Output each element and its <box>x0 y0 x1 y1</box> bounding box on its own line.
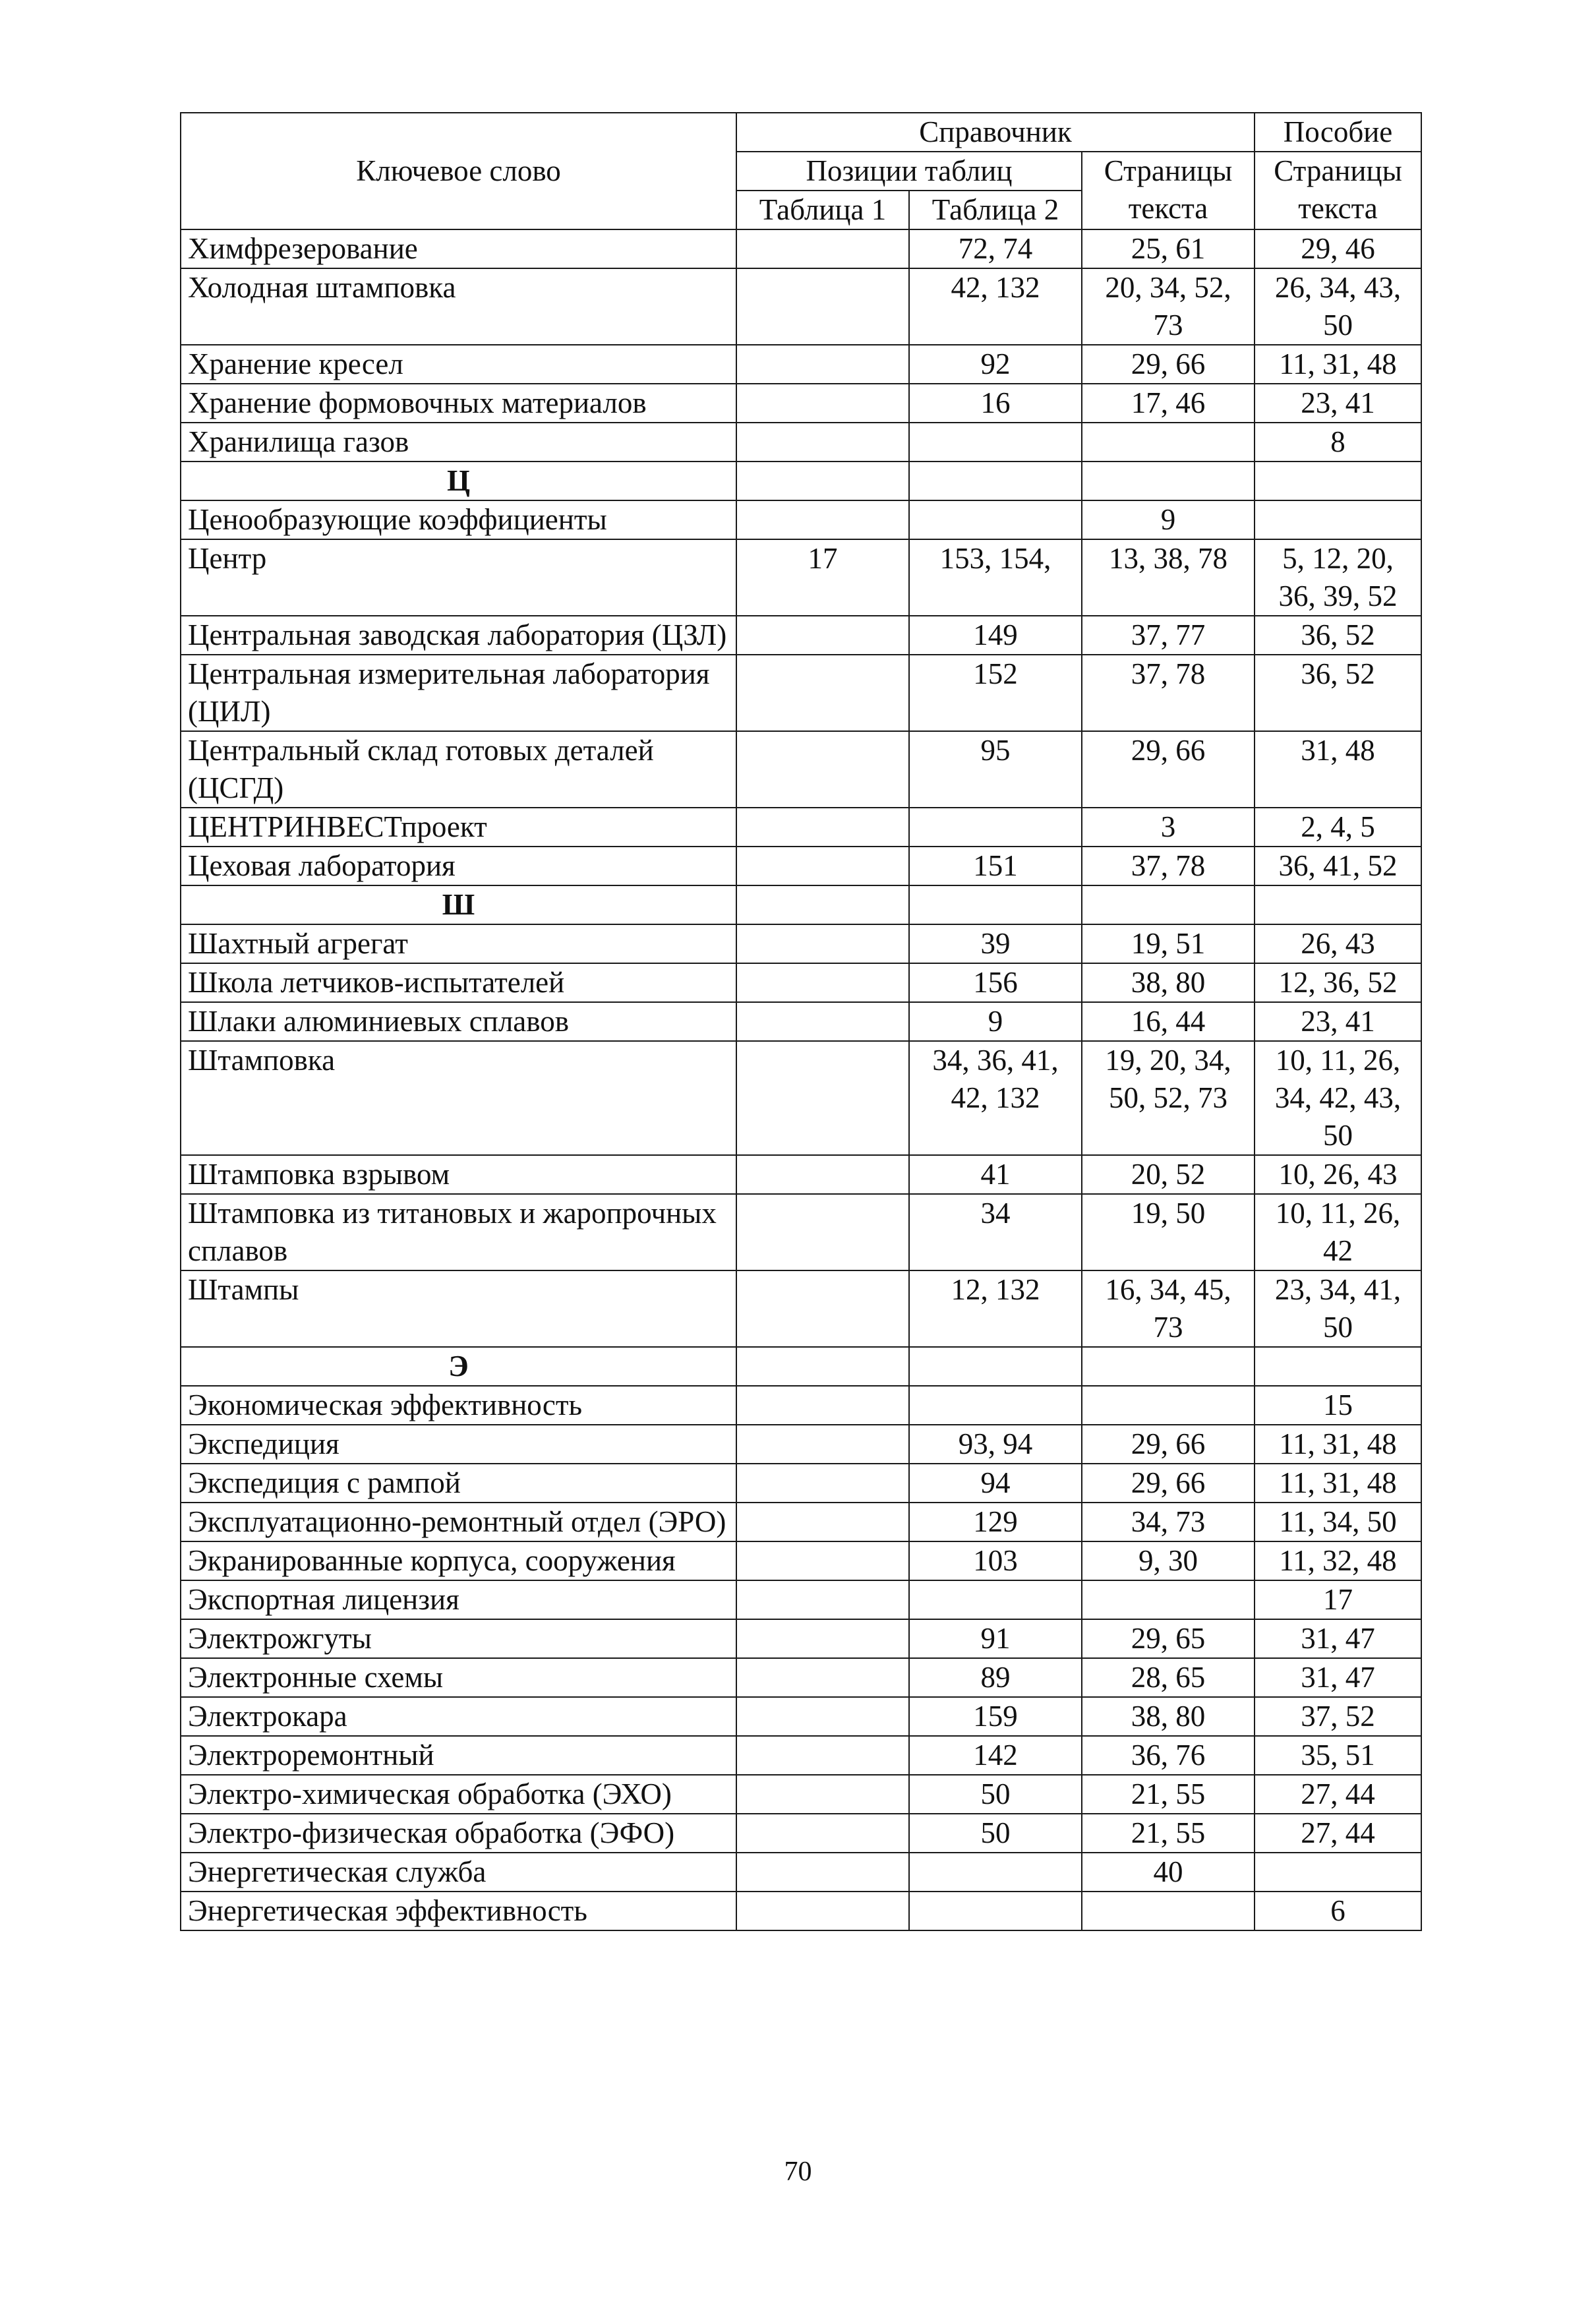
table2-cell: 129 <box>909 1503 1082 1541</box>
manual-pages-cell: 11, 31, 48 <box>1255 345 1421 384</box>
table-row <box>181 1892 1421 1930</box>
table2-cell: 156 <box>909 963 1082 1002</box>
manual-pages-cell: 23, 41 <box>1255 384 1421 423</box>
table2-cell: 152 <box>909 655 1082 731</box>
keyword-cell: Экономическая эффективность <box>181 1386 736 1425</box>
table1-cell <box>736 1503 909 1541</box>
table1-cell <box>736 423 909 462</box>
table-row <box>181 1619 1421 1658</box>
keyword-cell: Штампы <box>181 1270 736 1347</box>
table-row <box>181 1155 1421 1194</box>
manual-pages-cell: 12, 36, 52 <box>1255 963 1421 1002</box>
manual-pages-cell: 10, 11, 26, 34, 42, 43, 50 <box>1255 1041 1421 1155</box>
manual-pages-cell <box>1255 885 1421 924</box>
keyword-cell: Электро-физическая обработка (ЭФО) <box>181 1814 736 1853</box>
table2-cell: 39 <box>909 924 1082 963</box>
text-pages-cell: 21, 55 <box>1082 1775 1255 1814</box>
table-row <box>181 1270 1421 1347</box>
keyword-index-table <box>180 112 1422 1931</box>
table-row <box>181 1697 1421 1736</box>
keyword-cell: Э <box>181 1347 736 1386</box>
table1-cell <box>736 1541 909 1580</box>
keyword-column-header: Ключевое слово <box>181 113 736 229</box>
table2-cell: 72, 74 <box>909 229 1082 268</box>
text-pages-cell: 40 <box>1082 1853 1255 1892</box>
text-pages-cell <box>1082 885 1255 924</box>
handbook-header: Справочник <box>736 113 1255 152</box>
manual-pages-cell: 31, 48 <box>1255 731 1421 808</box>
keyword-cell: Хранение формовочных материалов <box>181 384 736 423</box>
table-row <box>181 423 1421 462</box>
manual-pages-cell: 6 <box>1255 1892 1421 1930</box>
manual-pages-cell: 31, 47 <box>1255 1658 1421 1697</box>
keyword-cell: Штамповка <box>181 1041 736 1155</box>
table1-cell <box>736 384 909 423</box>
keyword-cell: ЦЕНТРИНВЕСТпроект <box>181 808 736 847</box>
table1-header: Таблица 1 <box>736 191 909 229</box>
table2-cell: 50 <box>909 1775 1082 1814</box>
text-pages-cell: 3 <box>1082 808 1255 847</box>
table-row <box>181 1541 1421 1580</box>
letter-divider-row <box>181 885 1421 924</box>
letter-divider-row <box>181 1347 1421 1386</box>
keyword-cell: Шахтный агрегат <box>181 924 736 963</box>
text-pages-cell <box>1082 1580 1255 1619</box>
table-positions-header: Позиции таблиц <box>736 152 1082 191</box>
table1-cell <box>736 808 909 847</box>
manual-pages-cell: 11, 31, 48 <box>1255 1464 1421 1503</box>
keyword-cell: Ценообразующие коэффициенты <box>181 500 736 539</box>
table-row <box>181 616 1421 655</box>
table-body <box>181 229 1421 1930</box>
table-row <box>181 1658 1421 1697</box>
table2-cell <box>909 1892 1082 1930</box>
keyword-cell: Электрокара <box>181 1697 736 1736</box>
keyword-cell: Ц <box>181 462 736 500</box>
table-row <box>181 847 1421 885</box>
table1-cell <box>736 616 909 655</box>
manual-pages-cell: 23, 41 <box>1255 1002 1421 1041</box>
table1-cell <box>736 1658 909 1697</box>
manual-text-pages-header: Страницы текста <box>1255 152 1421 229</box>
table2-cell: 41 <box>909 1155 1082 1194</box>
table1-cell <box>736 500 909 539</box>
table-row <box>181 1736 1421 1775</box>
table2-cell: 9 <box>909 1002 1082 1041</box>
table-row <box>181 1002 1421 1041</box>
manual-pages-cell: 27, 44 <box>1255 1775 1421 1814</box>
manual-pages-cell: 37, 52 <box>1255 1697 1421 1736</box>
table-row <box>181 229 1421 268</box>
table1-cell <box>736 924 909 963</box>
table2-cell: 159 <box>909 1697 1082 1736</box>
table2-cell: 50 <box>909 1814 1082 1853</box>
table1-cell <box>736 655 909 731</box>
table2-cell: 94 <box>909 1464 1082 1503</box>
keyword-cell: Центральная заводская лаборатория (ЦЗЛ) <box>181 616 736 655</box>
table2-header: Таблица 2 <box>909 191 1082 229</box>
text-pages-cell: 34, 73 <box>1082 1503 1255 1541</box>
table2-cell: 89 <box>909 1658 1082 1697</box>
table1-cell <box>736 1425 909 1464</box>
table1-cell <box>736 1041 909 1155</box>
manual-pages-cell: 15 <box>1255 1386 1421 1425</box>
table-row <box>181 539 1421 616</box>
table1-cell <box>736 885 909 924</box>
manual-pages-cell: 5, 12, 20, 36, 39, 52 <box>1255 539 1421 616</box>
keyword-cell: Хранение кресел <box>181 345 736 384</box>
table1-cell <box>736 1619 909 1658</box>
manual-pages-cell: 31, 47 <box>1255 1619 1421 1658</box>
table-row <box>181 924 1421 963</box>
table-row <box>181 1853 1421 1892</box>
keyword-cell: Химфрезерование <box>181 229 736 268</box>
text-pages-cell: 29, 65 <box>1082 1619 1255 1658</box>
table2-cell: 149 <box>909 616 1082 655</box>
table2-cell: 34, 36, 41, 42, 132 <box>909 1041 1082 1155</box>
text-pages-cell: 25, 61 <box>1082 229 1255 268</box>
text-pages-cell <box>1082 1347 1255 1386</box>
keyword-cell: Электронные схемы <box>181 1658 736 1697</box>
table-row <box>181 1464 1421 1503</box>
table1-cell <box>736 1814 909 1853</box>
text-pages-cell: 38, 80 <box>1082 963 1255 1002</box>
keyword-cell: Электрожгуты <box>181 1619 736 1658</box>
keyword-cell: Экспедиция с рампой <box>181 1464 736 1503</box>
table1-cell <box>736 1697 909 1736</box>
text-pages-cell: 38, 80 <box>1082 1697 1255 1736</box>
keyword-cell: Эксплуатационно-ремонтный отдел (ЭРО) <box>181 1503 736 1541</box>
text-pages-cell: 29, 66 <box>1082 1425 1255 1464</box>
text-pages-cell: 9 <box>1082 500 1255 539</box>
keyword-cell: Центр <box>181 539 736 616</box>
manual-pages-cell: 26, 43 <box>1255 924 1421 963</box>
text-pages-cell: 29, 66 <box>1082 731 1255 808</box>
page-number: 70 <box>784 2157 812 2187</box>
table2-cell: 103 <box>909 1541 1082 1580</box>
keyword-cell: Центральная измерительная лаборатория (ЦИЛ) <box>181 655 736 731</box>
text-pages-cell <box>1082 462 1255 500</box>
text-pages-cell: 16, 34, 45, 73 <box>1082 1270 1255 1347</box>
table2-cell <box>909 808 1082 847</box>
keyword-cell: Школа летчиков-испытателей <box>181 963 736 1002</box>
text-pages-header: Страницы текста <box>1082 152 1255 229</box>
text-pages-cell <box>1082 423 1255 462</box>
text-pages-cell: 21, 55 <box>1082 1814 1255 1853</box>
manual-pages-cell: 11, 32, 48 <box>1255 1541 1421 1580</box>
manual-pages-cell <box>1255 1853 1421 1892</box>
letter-divider-row <box>181 462 1421 500</box>
manual-pages-cell: 35, 51 <box>1255 1736 1421 1775</box>
table1-cell: 17 <box>736 539 909 616</box>
table1-cell <box>736 1892 909 1930</box>
table2-cell: 12, 132 <box>909 1270 1082 1347</box>
keyword-cell: Экспедиция <box>181 1425 736 1464</box>
table1-cell <box>736 731 909 808</box>
table2-cell: 91 <box>909 1619 1082 1658</box>
manual-pages-cell: 36, 52 <box>1255 616 1421 655</box>
table-row <box>181 1386 1421 1425</box>
table2-cell <box>909 462 1082 500</box>
table1-cell <box>736 1002 909 1041</box>
text-pages-cell <box>1082 1386 1255 1425</box>
text-pages-cell <box>1082 1892 1255 1930</box>
table1-cell <box>736 1155 909 1194</box>
keyword-cell: Цеховая лаборатория <box>181 847 736 885</box>
keyword-cell: Экранированные корпуса, сооружения <box>181 1541 736 1580</box>
table1-cell <box>736 1775 909 1814</box>
text-pages-cell: 20, 34, 52, 73 <box>1082 268 1255 345</box>
manual-pages-cell: 2, 4, 5 <box>1255 808 1421 847</box>
manual-pages-cell: 8 <box>1255 423 1421 462</box>
table1-cell <box>736 847 909 885</box>
table-row <box>181 345 1421 384</box>
text-pages-cell: 20, 52 <box>1082 1155 1255 1194</box>
table-row <box>181 808 1421 847</box>
table-row <box>181 731 1421 808</box>
table2-cell <box>909 885 1082 924</box>
table-row <box>181 268 1421 345</box>
table-row <box>181 1814 1421 1853</box>
table2-cell <box>909 500 1082 539</box>
table2-cell <box>909 423 1082 462</box>
keyword-cell: Штамповка взрывом <box>181 1155 736 1194</box>
text-pages-cell: 29, 66 <box>1082 345 1255 384</box>
table1-cell <box>736 1736 909 1775</box>
table1-cell <box>736 1194 909 1270</box>
keyword-cell: Энергетическая эффективность <box>181 1892 736 1930</box>
table-header <box>181 113 1421 229</box>
keyword-cell: Ш <box>181 885 736 924</box>
keyword-cell: Хранилища газов <box>181 423 736 462</box>
text-pages-cell: 17, 46 <box>1082 384 1255 423</box>
table2-cell <box>909 1853 1082 1892</box>
table-row <box>181 1775 1421 1814</box>
text-pages-cell: 13, 38, 78 <box>1082 539 1255 616</box>
table2-cell <box>909 1386 1082 1425</box>
table2-cell: 16 <box>909 384 1082 423</box>
manual-pages-cell: 10, 11, 26, 42 <box>1255 1194 1421 1270</box>
table-row <box>181 1041 1421 1155</box>
keyword-cell: Электро-химическая обработка (ЭХО) <box>181 1775 736 1814</box>
text-pages-cell: 37, 78 <box>1082 655 1255 731</box>
table1-cell <box>736 462 909 500</box>
table1-cell <box>736 1270 909 1347</box>
table-row <box>181 655 1421 731</box>
manual-pages-cell <box>1255 1347 1421 1386</box>
table-row <box>181 1503 1421 1541</box>
table1-cell <box>736 1386 909 1425</box>
text-pages-cell: 37, 77 <box>1082 616 1255 655</box>
table2-cell: 34 <box>909 1194 1082 1270</box>
keyword-cell: Холодная штамповка <box>181 268 736 345</box>
table1-cell <box>736 963 909 1002</box>
manual-pages-cell <box>1255 500 1421 539</box>
text-pages-cell: 36, 76 <box>1082 1736 1255 1775</box>
table-row <box>181 1425 1421 1464</box>
table2-cell: 42, 132 <box>909 268 1082 345</box>
manual-pages-cell: 10, 26, 43 <box>1255 1155 1421 1194</box>
table-row <box>181 500 1421 539</box>
text-pages-cell: 19, 51 <box>1082 924 1255 963</box>
manual-pages-cell <box>1255 462 1421 500</box>
keyword-cell: Центральный склад готовых деталей (ЦСГД) <box>181 731 736 808</box>
table1-cell <box>736 229 909 268</box>
manual-pages-cell: 23, 34, 41, 50 <box>1255 1270 1421 1347</box>
text-pages-cell: 29, 66 <box>1082 1464 1255 1503</box>
table-row <box>181 1580 1421 1619</box>
manual-header: Пособие <box>1255 113 1421 152</box>
keyword-cell: Энергетическая служба <box>181 1853 736 1892</box>
keyword-cell: Электроремонтный <box>181 1736 736 1775</box>
text-pages-cell: 19, 20, 34, 50, 52, 73 <box>1082 1041 1255 1155</box>
text-pages-cell: 28, 65 <box>1082 1658 1255 1697</box>
table2-cell: 92 <box>909 345 1082 384</box>
table1-cell <box>736 1464 909 1503</box>
text-pages-cell: 19, 50 <box>1082 1194 1255 1270</box>
table2-cell: 142 <box>909 1736 1082 1775</box>
manual-pages-cell: 26, 34, 43, 50 <box>1255 268 1421 345</box>
table2-cell: 95 <box>909 731 1082 808</box>
manual-pages-cell: 36, 52 <box>1255 655 1421 731</box>
table1-cell <box>736 1853 909 1892</box>
manual-pages-cell: 17 <box>1255 1580 1421 1619</box>
table2-cell <box>909 1347 1082 1386</box>
keyword-cell: Экспортная лицензия <box>181 1580 736 1619</box>
manual-pages-cell: 11, 34, 50 <box>1255 1503 1421 1541</box>
table2-cell: 93, 94 <box>909 1425 1082 1464</box>
table2-cell: 151 <box>909 847 1082 885</box>
text-pages-cell: 37, 78 <box>1082 847 1255 885</box>
table2-cell: 153, 154, <box>909 539 1082 616</box>
text-pages-cell: 9, 30 <box>1082 1541 1255 1580</box>
table-row <box>181 1194 1421 1270</box>
table-row <box>181 963 1421 1002</box>
manual-pages-cell: 27, 44 <box>1255 1814 1421 1853</box>
keyword-cell: Штамповка из титановых и жаропрочных сплавов <box>181 1194 736 1270</box>
manual-pages-cell: 29, 46 <box>1255 229 1421 268</box>
table-row <box>181 384 1421 423</box>
text-pages-cell: 16, 44 <box>1082 1002 1255 1041</box>
table2-cell <box>909 1580 1082 1619</box>
manual-pages-cell: 36, 41, 52 <box>1255 847 1421 885</box>
keyword-cell: Шлаки алюминиевых сплавов <box>181 1002 736 1041</box>
manual-pages-cell: 11, 31, 48 <box>1255 1425 1421 1464</box>
table1-cell <box>736 345 909 384</box>
table1-cell <box>736 1347 909 1386</box>
table1-cell <box>736 268 909 345</box>
table1-cell <box>736 1580 909 1619</box>
